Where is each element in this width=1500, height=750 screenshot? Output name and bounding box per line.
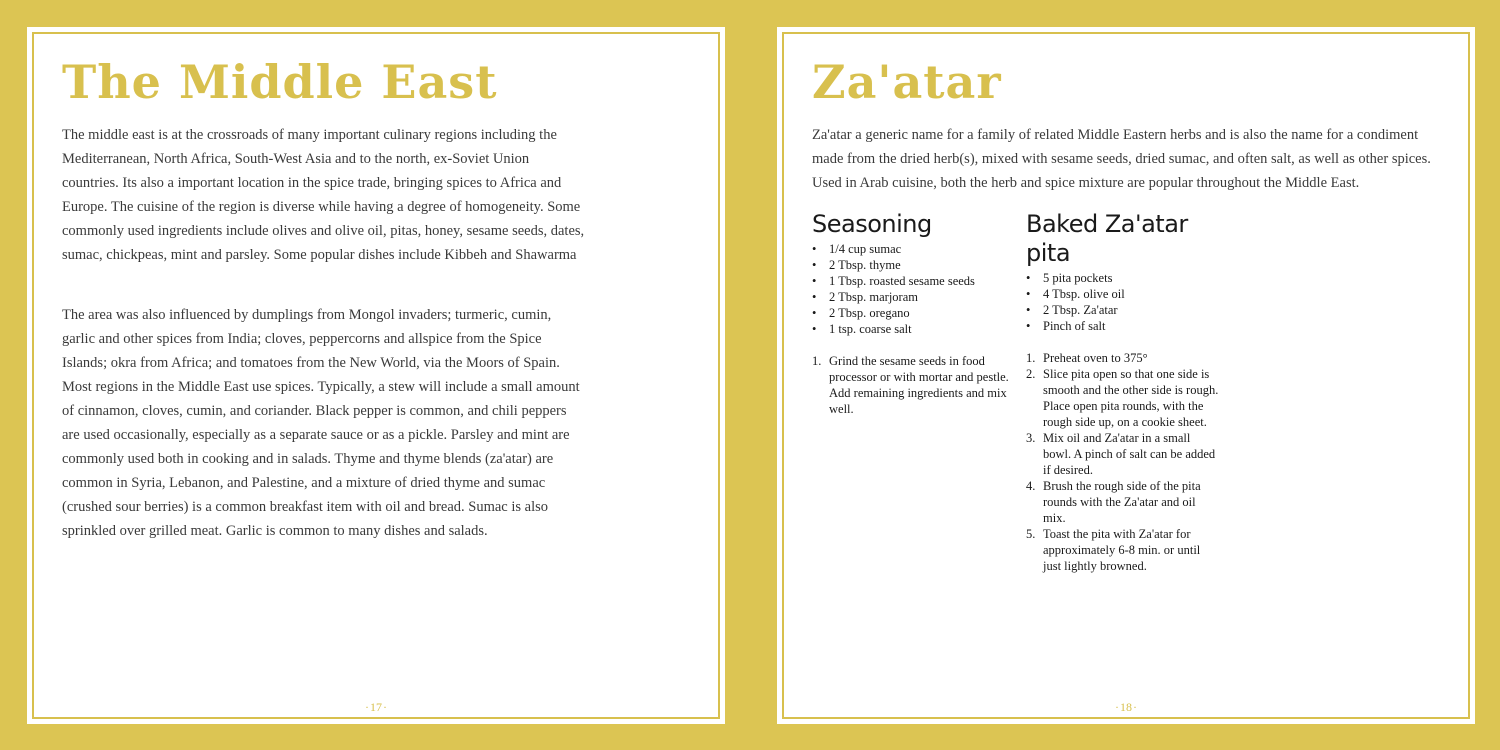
right-page xyxy=(777,27,1475,724)
page-title: Za'atar xyxy=(812,55,1002,109)
pita-heading: Baked Za'atar pita xyxy=(1026,210,1188,267)
pita-recipe xyxy=(1026,210,1221,574)
list-item: • 4 Tbsp. olive oil xyxy=(1026,286,1221,302)
pita-ingredient-list xyxy=(1026,270,1221,334)
list-item: • Pinch of salt xyxy=(1026,318,1221,334)
seasoning-recipe xyxy=(812,210,1012,417)
list-item: • 5 pita pockets xyxy=(1026,270,1221,286)
list-item: • 2 Tbsp. marjoram xyxy=(812,289,1012,305)
list-item: 3. Mix oil and Za'atar in a small bowl. A pinch of salt can be added if desired. xyxy=(1026,430,1216,477)
list-item: • 1 Tbsp. roasted sesame seeds xyxy=(812,273,1012,289)
list-item: 4. Brush the rough side of the pita rounds with the Za'atar and oil mix. xyxy=(1026,478,1201,525)
body-paragraph: The middle east is at the crossroads of many important culinary regions including the Mediterranean, North Africa, South-West Asia and to the north, ex-Soviet Union countries. Its also a important location in the spice trade, bringing spices to Africa and Europe. The cuisine of the region is diverse while having a degree of homogeneity. Some commonly used ingredients include olives and olive oil, pitas, honey, sesame seeds, dates, sumac, chickpeas, mint and parsley. Some popular dishes include Kibbeh and Shawarma xyxy=(62,127,585,263)
seasoning-steps xyxy=(812,353,1012,417)
intro-paragraph: Za'atar a generic name for a family of related Middle Eastern herbs and is also the name for a condiment made from the dried herb(s), mixed with sesame seeds, dried sumac, and often salt, as well as other spices. Used in Arab cuisine, both the herb and spice mixture are popular throughout the Middle East. xyxy=(812,127,1431,191)
list-item: • 1/4 cup sumac xyxy=(812,241,1012,257)
list-item: • 2 Tbsp. thyme xyxy=(812,257,1012,273)
seasoning-heading: Seasoning xyxy=(812,210,932,238)
list-item: 2. Slice pita open so that one side is smooth and the other side is rough. Place open pita rounds, with the rough side up, on a cookie sheet. xyxy=(1026,366,1219,429)
seasoning-ingredient-list xyxy=(812,241,1012,337)
list-item: • 2 Tbsp. oregano xyxy=(812,305,1012,321)
body-paragraph: The area was also influenced by dumplings from Mongol invaders; turmeric, cumin, garlic and other spices from India; cloves, peppercorns and allspice from the Spice Islands; okra from Africa; and tomatoes from the New World, via the Moors of Spain. Most regions in the Middle East use spices. Typically, a stew will include a small amount of cinnamon, cloves, cumin, and coriander. Black pepper is common, and chili peppers are used occasionally, especially as a separate sauce or as a pickle. Parsley and mint are commonly used both in cooking and in salads. Thyme and thyme blends (za'atar) are common in Syria, Lebanon, and Palestine, and a mixture of dried thyme and sumac (crushed sour berries) is a common breakfast item with oil and bread. Sumac is also sprinkled over grilled meat. Garlic is common to many dishes and salads. xyxy=(62,307,580,539)
list-item: 5. Toast the pita with Za'atar for approximately 6-8 min. or until just lightly browned. xyxy=(1026,526,1201,573)
left-page xyxy=(27,27,725,724)
list-item: 1. Preheat oven to 375° xyxy=(1026,350,1148,365)
page-title: The Middle East xyxy=(62,55,498,109)
pita-steps xyxy=(1026,350,1221,574)
page-number: ·18· xyxy=(1115,700,1137,714)
list-item: 1. Grind the sesame seeds in food processor or with mortar and pestle. Add remaining ingredients and mix well. xyxy=(812,353,1009,416)
list-item: • 2 Tbsp. Za'atar xyxy=(1026,302,1221,318)
list-item: • 1 tsp. coarse salt xyxy=(812,321,1012,337)
page-number: ·17· xyxy=(365,700,387,714)
